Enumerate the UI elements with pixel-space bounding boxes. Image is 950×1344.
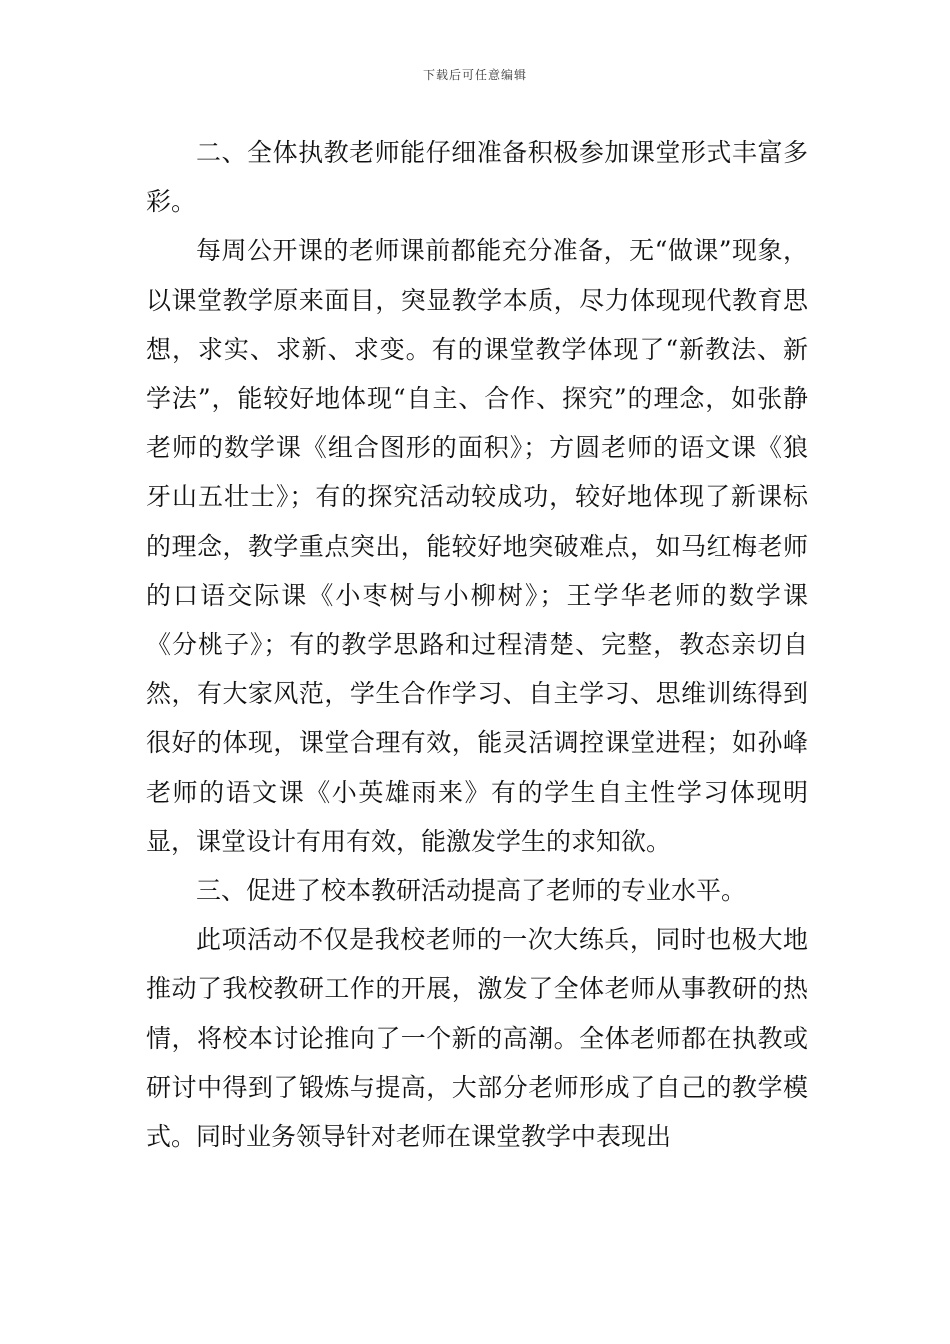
section-heading-two: 二、全体执教老师能仔细准备积极参加课堂形式丰富多彩。 (146, 138, 808, 217)
document-body (146, 128, 808, 1161)
body-paragraph: 此项活动不仅是我校老师的一次大练兵，同时也极大地推动了我校教研工作的开展，激发了全体老师从事教研的热情，将校本讨论推向了一个新的高潮。全体老师都在执教或研讨中得到了锻炼与提高，大部分老师形成了自己的教学模式。同时业务领导针对老师在课堂教学中表现出 (146, 925, 808, 1152)
section-heading-three: 三、促进了校本教研活动提高了老师的专业水平。 (196, 876, 747, 906)
body-paragraph: 每周公开课的老师课前都能充分准备，无“做课”现象，以课堂教学原来面目，突显教学本质，尽力体现现代教育思想，求实、求新、求变。有的课堂教学体现了“新教法、新学法”，能较好地体现“自主、合作、探究”的理念，如张静老师的数学课《组合图形的面积》；方圆老师的语文课《狼牙山五壮士》；有的探究活动较成功，较好地体现了新课标的理念，教学重点突出，能较好地突破难点，如马红梅老师的口语交际课《小枣树与小柳树》；王学华老师的数学课《分桃子》；有的教学思路和过程清楚、完整，教态亲切自然，有大家风范，学生合作学习、自主学习、思维训练得到很好的体现，课堂合理有效，能灵活调控课堂进程；如孙峰老师的语文课《小英雄雨来》有的学生自主性学习体现明显，课堂设计有用有效，能激发学生的求知欲。 (146, 236, 808, 856)
header-note: 下载后可任意编辑 (422, 68, 527, 82)
